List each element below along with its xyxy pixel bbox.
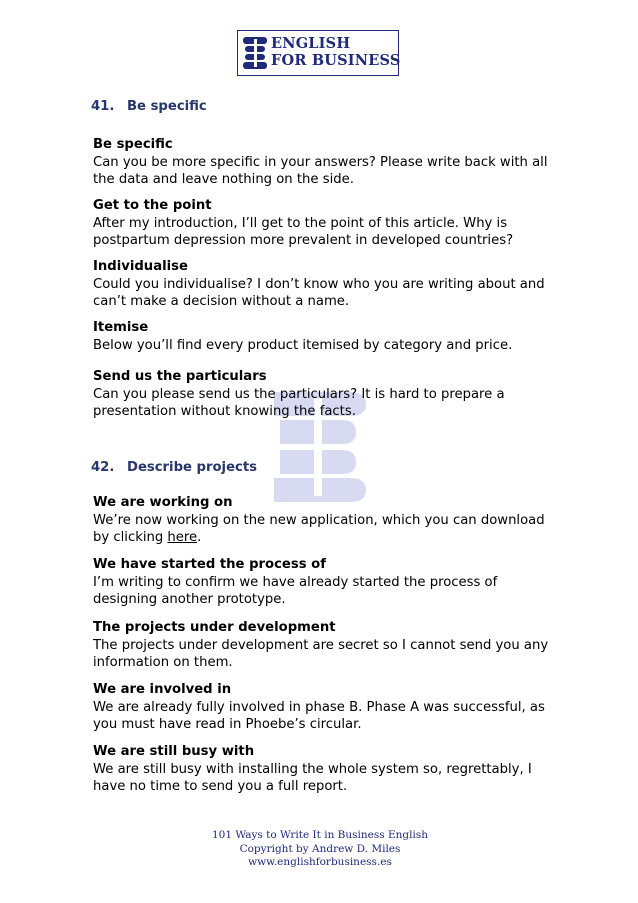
- section-number: 42.: [91, 460, 115, 475]
- section-heading-41: [91, 99, 207, 114]
- phrase-title: We have started the process of: [93, 557, 326, 572]
- phrase-title: We are working on: [93, 495, 233, 510]
- phrase-example-end: .: [197, 530, 202, 546]
- phrase-entry: [93, 319, 563, 354]
- phrase-entry: [93, 556, 563, 609]
- phrase-example-text: We’re now working on the new application, which you can download by clicking: [93, 512, 545, 546]
- phrase-example: Can you be more specific in your answers? Please write back with all the data and leave nothing on the side.: [93, 154, 548, 188]
- phrase-entry: [93, 368, 563, 421]
- footer-copyright: Copyright by Andrew D. Miles: [239, 842, 401, 855]
- footer-title: 101 Ways to Write It in Business English: [211, 829, 429, 841]
- phrase-title: The projects under development: [93, 620, 336, 635]
- phrase-title: Itemise: [93, 320, 149, 335]
- section-heading-42: [91, 460, 257, 475]
- logo-line-2: FOR BUSINESS: [271, 52, 401, 69]
- phrase-entry: [93, 681, 563, 734]
- section-number: 41.: [91, 99, 115, 114]
- phrase-example: After my introduction, I’ll get to the point of this article. Why is postpartum depression more prevalent in developed countries?: [93, 215, 514, 249]
- phrase-example: We are already fully involved in phase B. Phase A was successful, as you must have read in Phoebe’s circular.: [93, 699, 545, 733]
- section-title: Be specific: [127, 99, 207, 114]
- phrase-title: Get to the point: [93, 198, 212, 213]
- phrase-title: We are still busy with: [93, 744, 255, 759]
- phrase-entry: [93, 197, 563, 250]
- phrase-title: Send us the particulars: [93, 369, 267, 384]
- logo-wordmark: [271, 35, 401, 69]
- phrase-example: We are still busy with installing the whole system so, regrettably, I have no time to send you a full report.: [93, 761, 532, 795]
- phrase-example: The projects under development are secret so I cannot send you any information on them.: [93, 637, 549, 671]
- phrase-example: Can you please send us the particulars? It is hard to prepare a presentation without knowing the facts.: [93, 386, 505, 420]
- phrase-entry: [93, 743, 563, 796]
- footer-website: www.englishforbusiness.es: [248, 856, 392, 869]
- phrase-title: Be specific: [93, 137, 173, 152]
- phrase-title: Individualise: [93, 259, 188, 274]
- phrase-entry: [93, 258, 563, 311]
- phrase-example: [93, 512, 563, 547]
- eb-monogram-icon: [243, 37, 269, 69]
- page-footer: [200, 829, 440, 870]
- phrase-title: We are involved in: [93, 682, 232, 697]
- phrase-entry: [93, 494, 563, 547]
- brand-logo: [237, 30, 399, 76]
- download-here-link[interactable]: here: [167, 530, 198, 546]
- section-title: Describe projects: [127, 460, 257, 475]
- logo-line-1: ENGLISH: [271, 35, 351, 52]
- phrase-entry: [93, 619, 563, 672]
- phrase-example: I’m writing to confirm we have already started the process of designing another prototype.: [93, 574, 498, 608]
- phrase-example: Could you individualise? I don’t know who you are writing about and can’t make a decision without a name.: [93, 276, 545, 310]
- phrase-entry: [93, 136, 563, 189]
- phrase-example: Below you’ll find every product itemised by category and price.: [93, 337, 513, 353]
